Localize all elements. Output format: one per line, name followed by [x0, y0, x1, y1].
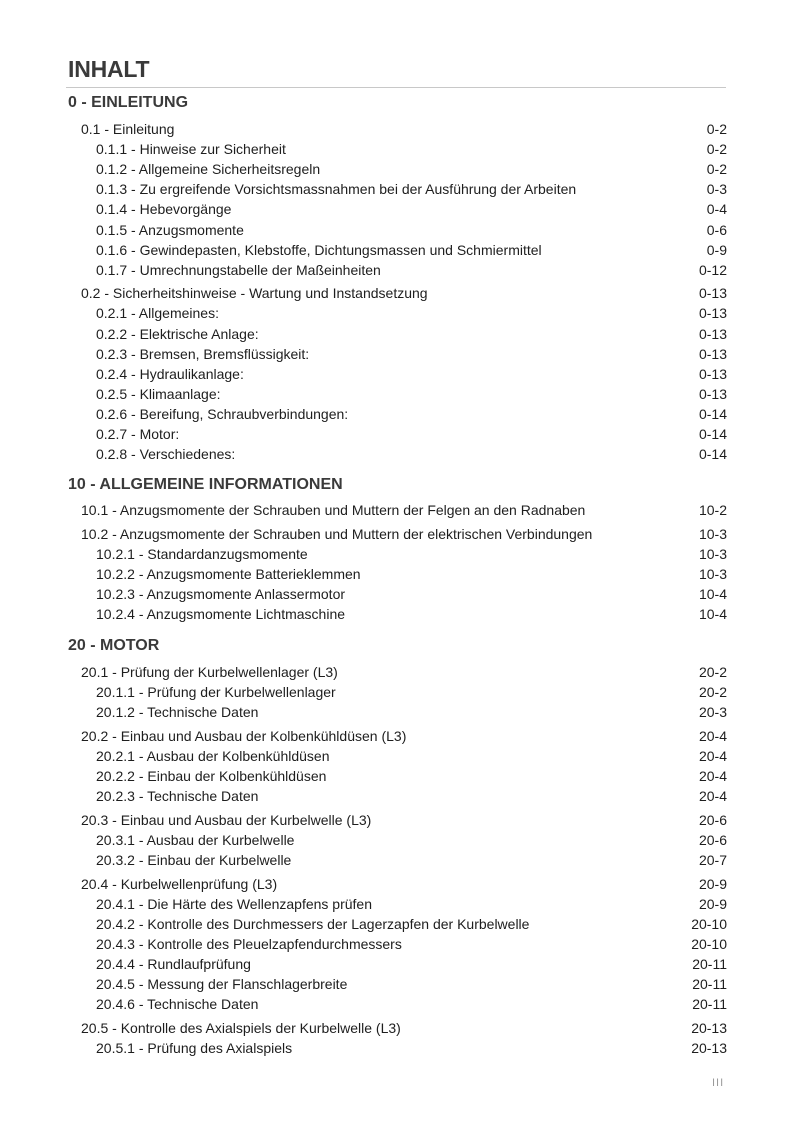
toc-entry-page: 0-14 [698, 426, 727, 442]
toc-entry-page: 0-9 [706, 241, 727, 258]
toc-entry-page: 20-9 [698, 875, 727, 892]
toc-section-entry[interactable] [81, 524, 727, 544]
toc-entry-page: 20-6 [698, 831, 727, 848]
toc-subsection-entry[interactable] [96, 544, 727, 564]
toc-entry-page: 0-13 [698, 325, 727, 342]
toc-entry-page: 20-11 [692, 976, 727, 992]
toc-entry-page: 0-4 [706, 201, 727, 218]
toc-entry-title: 0.2.7 - Motor: [96, 426, 180, 442]
toc-entry-title: 0.1 - Einleitung [81, 121, 175, 137]
toc-subsection-entry[interactable] [96, 702, 727, 722]
toc-entry-page: 20-4 [698, 788, 727, 805]
toc-subsection-entry[interactable] [96, 830, 727, 850]
toc-entry-page: 20-9 [698, 895, 727, 912]
toc-entry-page: 20-13 [691, 1019, 727, 1036]
toc-subsection-entry[interactable] [96, 604, 727, 624]
toc-entry-title: 0.1.1 - Hinweise zur Sicherheit [96, 141, 286, 158]
toc-entry-page: 20-13 [691, 1039, 727, 1056]
toc-entry-title: 20.4 - Kurbelwellenprüfung (L3) [81, 875, 278, 892]
toc-entry-title: 20.3 - Einbau und Ausbau der Kurbelwelle (L3) [81, 811, 372, 828]
toc-subsection-entry[interactable] [96, 424, 727, 444]
toc-entry-title: 0.1.2 - Allgemeine Sicherheitsregeln [96, 161, 321, 178]
toc-entry-page: 0-2 [706, 161, 727, 178]
toc-entry-page: 20-4 [698, 727, 727, 744]
toc-entry-page: 20-4 [698, 747, 727, 764]
toc-subsection-entry[interactable] [96, 584, 727, 604]
toc-entry-page: 20-4 [698, 768, 727, 784]
toc-subsection-entry[interactable] [96, 344, 727, 364]
toc-entry-title: 20.2 - Einbau und Ausbau der Kolbenkühldüsen (L3) [81, 727, 407, 744]
toc-entry-title: 10.2 - Anzugsmomente der Schrauben und Muttern der elektrischen Verbindungen [81, 525, 593, 542]
toc-entry-title: 0.1.6 - Gewindepasten, Klebstoffe, Dichtungsmassen und Schmiermittel [96, 241, 542, 258]
toc-subsection-entry[interactable] [96, 260, 727, 280]
toc-entry-title: 20.5.1 - Prüfung des Axialspiels [96, 1039, 293, 1056]
toc-entry-page: 0-13 [698, 365, 727, 382]
toc-entry-page: 20-7 [698, 851, 727, 868]
toc-entry-title: 20.4.5 - Messung der Flanschlagerbreite [96, 976, 348, 992]
toc-subsection-entry[interactable] [96, 994, 727, 1014]
toc-entry-title: 10.2.2 - Anzugsmomente Batterieklemmen [96, 565, 361, 582]
toc-entry-title: 20.1 - Prüfung der Kurbelwellenlager (L3) [81, 664, 338, 680]
toc-section-entry[interactable] [81, 500, 727, 520]
toc-subsection-entry[interactable] [96, 444, 727, 464]
toc-entry-title: 0.1.7 - Umrechnungstabelle der Maßeinheiten [96, 261, 381, 278]
toc-entry-title: 20.5 - Kontrolle des Axialspiels der Kurbelwelle (L3) [81, 1019, 401, 1036]
chapter-heading: 20 - MOTOR [68, 637, 160, 654]
toc-entry-title: 10.1 - Anzugsmomente der Schrauben und Muttern der Felgen an den Radnaben [81, 502, 586, 518]
toc-subsection-entry[interactable] [96, 159, 727, 179]
toc-entry-title: 20.4.4 - Rundlaufprüfung [96, 955, 251, 972]
toc-section-entry[interactable] [81, 874, 727, 894]
toc-entry-title: 0.2.6 - Bereifung, Schraubverbindungen: [96, 405, 349, 422]
toc-subsection-entry[interactable] [96, 954, 727, 974]
toc-subsection-entry[interactable] [96, 850, 727, 870]
toc-subsection-entry[interactable] [96, 220, 727, 240]
toc-entry-title: 0.2.5 - Klimaanlage: [96, 385, 221, 402]
toc-entry-page: 0-2 [706, 121, 727, 137]
toc-entry-title: 20.2.1 - Ausbau der Kolbenkühldüsen [96, 747, 330, 764]
toc-entry-title: 0.1.3 - Zu ergreifende Vorsichtsmassnahmen bei der Ausführung der Arbeiten [96, 181, 577, 198]
toc-entry-title: 10.2.4 - Anzugsmomente Lichtmaschine [96, 606, 346, 622]
toc-entry-page: 20-10 [691, 935, 727, 952]
toc-entry-page: 0-6 [706, 221, 727, 238]
toc-entry-title: 0.1.4 - Hebevorgänge [96, 201, 232, 218]
toc-subsection-entry[interactable] [96, 894, 727, 914]
toc-section-entry[interactable] [81, 119, 727, 139]
toc-entry-page: 0-12 [698, 261, 727, 278]
toc-entry-title: 20.3.1 - Ausbau der Kurbelwelle [96, 831, 295, 848]
toc-subsection-entry[interactable] [96, 139, 727, 159]
toc-subsection-entry[interactable] [96, 974, 727, 994]
toc-subsection-entry[interactable] [96, 303, 727, 323]
toc-entry-page: 0-13 [698, 385, 727, 402]
toc-subsection-entry[interactable] [96, 564, 727, 584]
toc-entry-page: 0-14 [698, 446, 727, 463]
toc-entry-title: 0.2.2 - Elektrische Anlage: [96, 325, 259, 342]
toc-section-entry[interactable] [81, 726, 727, 746]
toc-subsection-entry[interactable] [96, 1038, 727, 1058]
toc-section-entry[interactable] [81, 283, 727, 303]
toc-entry-page: 10-3 [698, 525, 727, 542]
toc-entry-page: 10-2 [698, 502, 727, 518]
toc-subsection-entry[interactable] [96, 404, 727, 424]
toc-entry-page: 10-4 [698, 606, 727, 622]
toc-entry-page: 0-2 [706, 141, 727, 158]
toc-entry-title: 0.2.3 - Bremsen, Bremsflüssigkeit: [96, 345, 310, 362]
toc-entry-title: 20.1.1 - Prüfung der Kurbelwellenlager [96, 684, 336, 701]
toc-entry-page: 0-13 [698, 305, 727, 322]
toc-subsection-entry[interactable] [96, 786, 727, 806]
toc-section-entry[interactable] [81, 1018, 727, 1038]
chapter-heading: 10 - ALLGEMEINE INFORMATIONEN [68, 476, 343, 493]
toc-entry-title: 0.2.8 - Verschiedenes: [96, 446, 236, 463]
toc-subsection-entry[interactable] [96, 199, 727, 219]
toc-entry-title: 10.2.1 - Standardanzugsmomente [96, 545, 308, 562]
toc-entry-title: 20.4.6 - Technische Daten [96, 996, 259, 1013]
toc-subsection-entry[interactable] [96, 682, 727, 702]
toc-entry-title: 0.1.5 - Anzugsmomente [96, 221, 244, 238]
toc-entry-page: 20-2 [698, 664, 727, 680]
toc-subsection-entry[interactable] [96, 324, 727, 344]
toc-subsection-entry[interactable] [96, 766, 727, 786]
toc-entry-page: 20-3 [698, 704, 727, 721]
toc-entry-title: 20.2.3 - Technische Daten [96, 788, 259, 805]
page-title: INHALT [68, 56, 150, 82]
toc-entry-page: 20-11 [692, 955, 727, 972]
toc-entry-title: 0.2.4 - Hydraulikanlage: [96, 365, 244, 382]
toc-entry-page: 20-11 [692, 996, 727, 1013]
toc-subsection-entry[interactable] [96, 384, 727, 404]
toc-entry-title: 0.2.1 - Allgemeines: [96, 305, 219, 322]
toc-entry-page: 20-10 [691, 915, 727, 932]
toc-entry-page: 0-3 [706, 181, 727, 198]
toc-entry-page: 20-2 [698, 684, 727, 701]
chapter-heading: 0 - EINLEITUNG [68, 94, 189, 111]
toc-entry-title: 20.3.2 - Einbau der Kurbelwelle [96, 851, 292, 868]
toc-entry-page: 10-3 [698, 565, 727, 582]
toc-section-entry[interactable] [81, 662, 727, 682]
toc-subsection-entry[interactable] [96, 364, 727, 384]
toc-subsection-entry[interactable] [96, 934, 727, 954]
toc-subsection-entry[interactable] [96, 914, 727, 934]
toc-entry-page: 10-3 [698, 545, 727, 562]
toc-entry-title: 20.4.3 - Kontrolle des Pleuelzapfendurchmessers [96, 935, 402, 952]
toc-subsection-entry[interactable] [96, 240, 727, 260]
toc-entry-page: 10-4 [698, 585, 727, 602]
toc-entry-page: 0-14 [698, 405, 727, 422]
toc-entry-page: 0-13 [698, 345, 727, 362]
toc-entry-page: 20-6 [698, 811, 727, 828]
toc-entry-title: 10.2.3 - Anzugsmomente Anlassermotor [96, 585, 346, 602]
page-number: III [712, 1077, 725, 1089]
toc-section-entry[interactable] [81, 810, 727, 830]
toc-entry-title: 20.4.1 - Die Härte des Wellenzapfens prüfen [96, 895, 373, 912]
toc-entry-title: 20.2.2 - Einbau der Kolbenkühldüsen [96, 768, 327, 784]
toc-entry-page: 0-13 [698, 285, 727, 302]
toc-subsection-entry[interactable] [96, 746, 727, 766]
toc-entry-title: 20.1.2 - Technische Daten [96, 704, 259, 721]
toc-entry-title: 0.2 - Sicherheitshinweise - Wartung und Instandsetzung [81, 285, 428, 302]
toc-subsection-entry[interactable] [96, 179, 727, 199]
toc-entry-title: 20.4.2 - Kontrolle des Durchmessers der Lagerzapfen der Kurbelwelle [96, 915, 530, 932]
